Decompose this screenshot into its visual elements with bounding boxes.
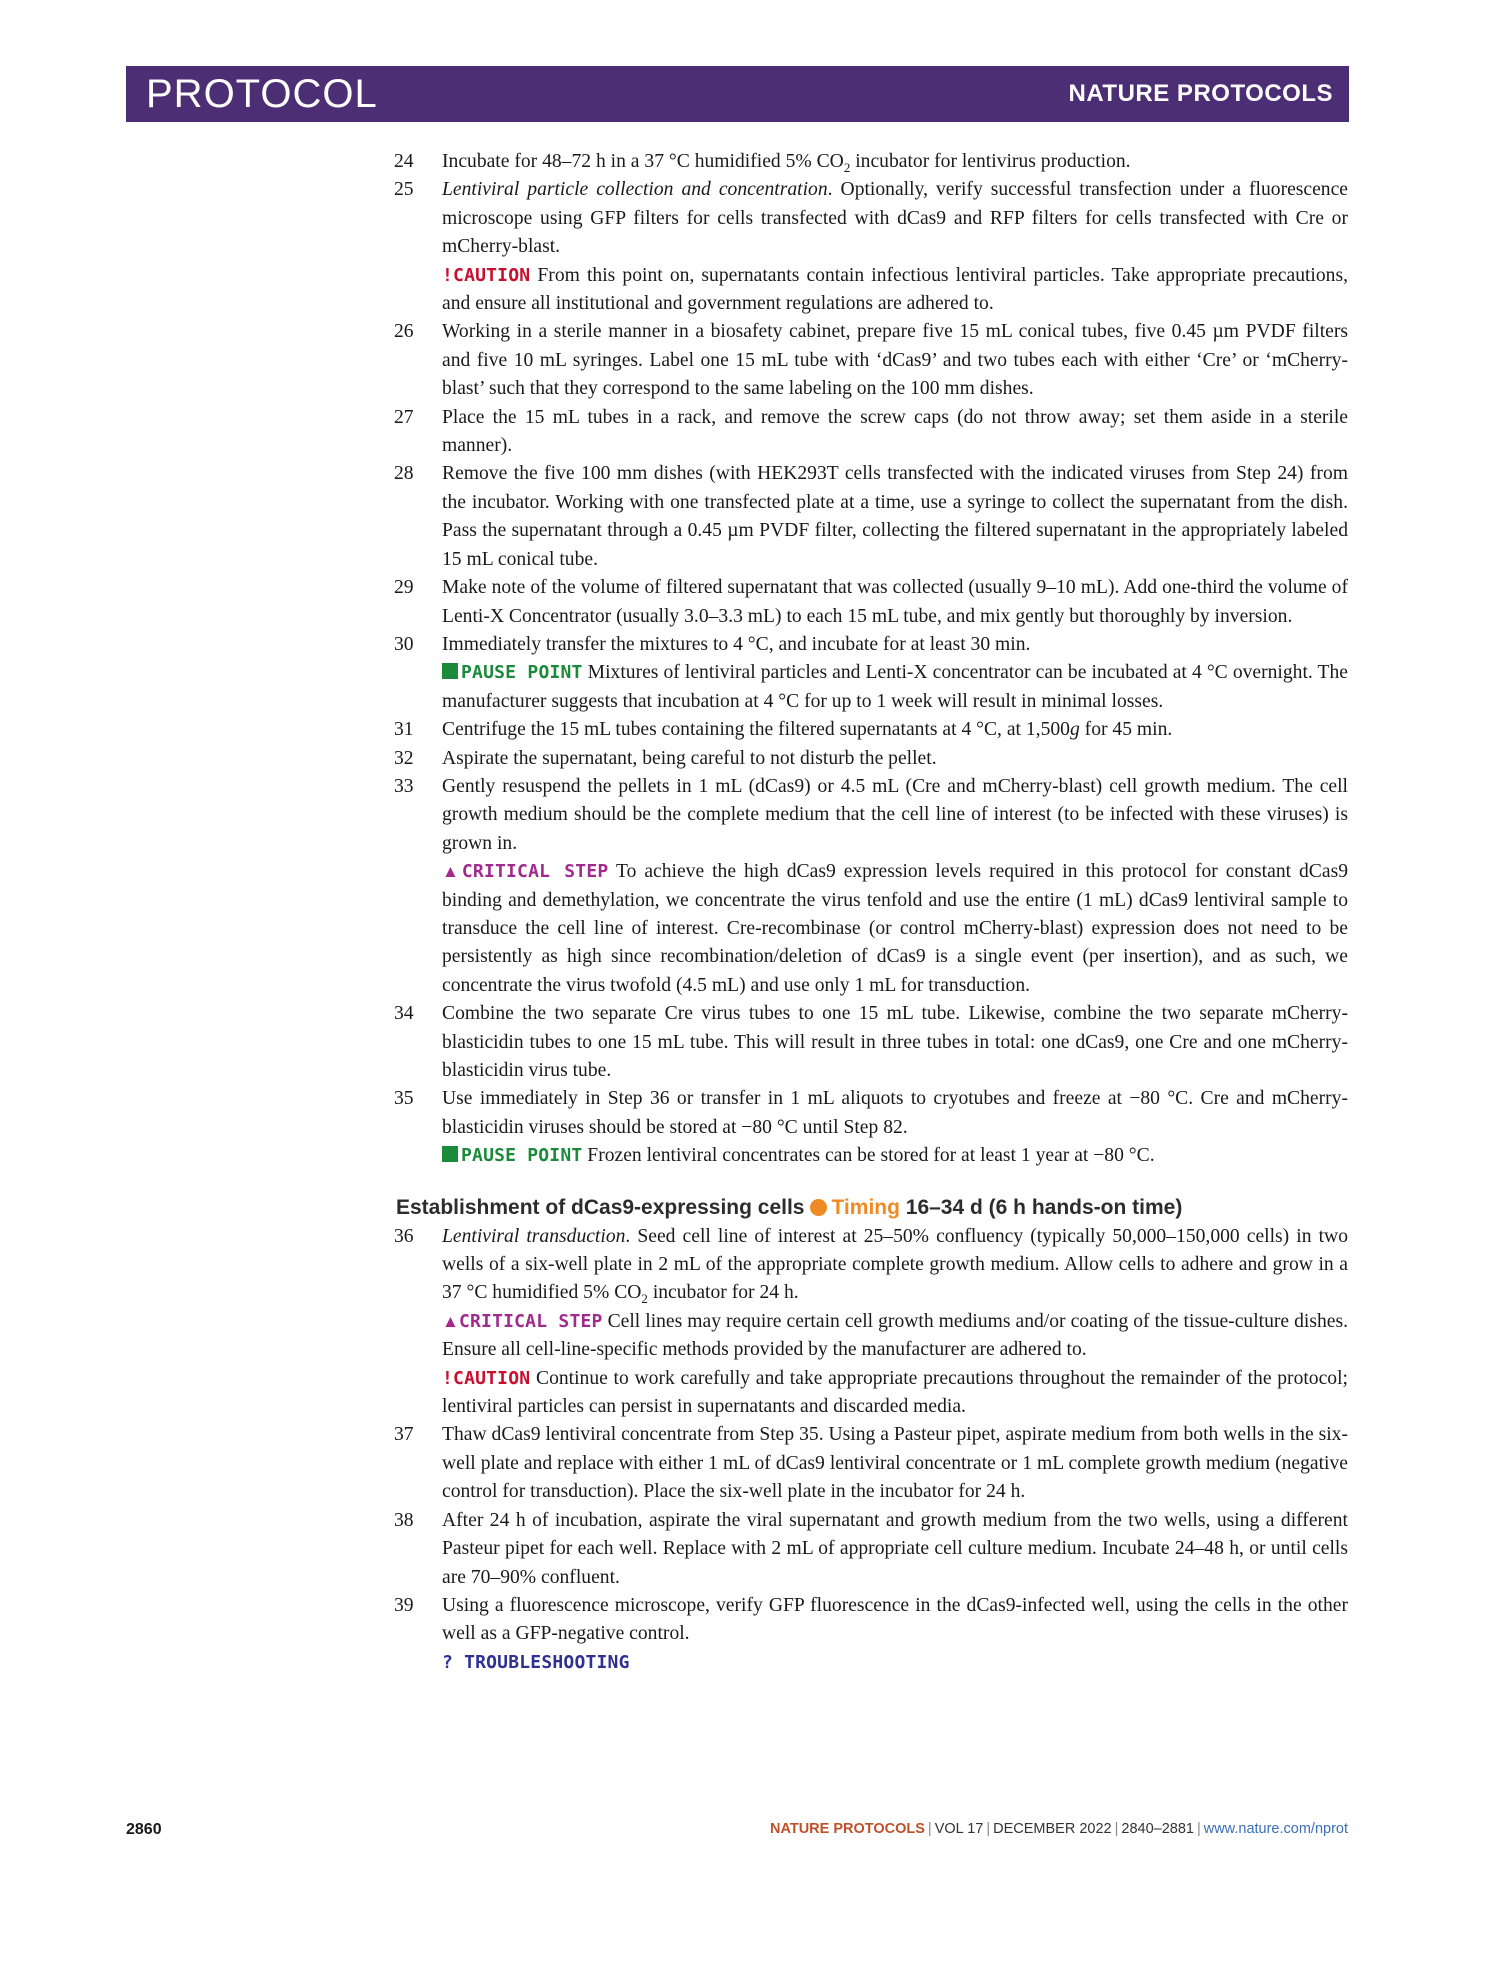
timing-label: Timing [831, 1195, 900, 1219]
step-number: 31 [394, 719, 414, 741]
header-journal-title: NATURE PROTOCOLS [1068, 80, 1333, 107]
header-bar [126, 66, 1349, 122]
footer-journal: NATURE PROTOCOLS [769, 1821, 925, 1837]
step-number: 32 [394, 747, 414, 769]
step-text: Incubate for 48–72 h in a 37 °C humidified 5% CO [442, 151, 844, 172]
step-36 [394, 1223, 1348, 1422]
pause-point-note [442, 659, 1348, 716]
subscript: 2 [641, 1291, 648, 1307]
section-title: Establishment of dCas9-expressing cells [396, 1195, 805, 1219]
step-number: 26 [394, 321, 414, 343]
troubleshooting-note [442, 1649, 1348, 1677]
footer-pages: 2840–2881 [1121, 1821, 1194, 1837]
step-number: 30 [394, 633, 414, 655]
step-number: 38 [394, 1509, 414, 1531]
step-text: Gently resuspend the pellets in 1 mL (dCas9) or 4.5 mL (Cre and mCherry-blast) cell growth medium. The cell growth medium should be the complete medium that the cell line of interest (to be infected with these viruses) is grown in. [442, 775, 1348, 854]
caution-text: From this point on, supernatants contain infectious lentiviral particles. Take appropriate precautions, and ensure all institutional and government regulations are adhered to. [442, 264, 1348, 315]
step-29 [394, 574, 1348, 631]
step-number: 35 [394, 1088, 414, 1110]
step-text: Make note of the volume of filtered supernatant that was collected (usually 9–10 mL). Add one-third the volume of Lenti-X Concentrator (usually 3.0–3.3 mL) to each 15 mL tube, and mix gently but thoroughly by inversion. [442, 577, 1348, 627]
step-number: 25 [394, 179, 414, 201]
step-31 [394, 716, 1348, 744]
critical-step-label: CRITICAL STEP [458, 1310, 603, 1332]
page-number: 2860 [126, 1821, 162, 1838]
step-text: for 45 min. [1079, 719, 1173, 741]
step-text: Remove the five 100 mm dishes (with HEK293T cells transfected with the indicated viruses from Step 24) from the incubator. Working with one transfected plate at a time, use a syringe to collect the supernatant from the dish. Pass the supernatant through a 0.45 µm PVDF filter, collecting the filtered supernatant in the appropriately labeled 15 mL conical tube. [442, 463, 1348, 570]
step-text: Centrifuge the 15 mL tubes containing the filtered supernatants at 4 °C, at 1,500 [442, 719, 1070, 741]
critical-step-text: To achieve the high dCas9 expression levels required in this protocol for constant dCas9 binding and demethylation, we concentrate the virus tenfold and use the entire (1 mL) dCas9 lentiviral sample to transduce the cell line of interest. Cre-recombinase (or control mCherry-blast) expression does not need to be persistently as high since recombination/deletion of dCas9 is a single event (per insertion), and as such, we concentrate the virus twofold (4.5 mL) and use only 1 mL for transduction. [442, 861, 1348, 996]
step-number: 39 [394, 1594, 414, 1616]
step-38 [394, 1507, 1348, 1592]
pause-square-icon [442, 1146, 458, 1162]
step-text: . Optionally, verify successful transfection under a fluorescence microscope using GFP filters for cells transfected with dCas9 and RFP filters for cells transfected with Cre or mCherry-blast. [442, 179, 1348, 258]
step-text: Use immediately in Step 36 or transfer in 1 mL aliquots to cryotubes and freeze at −80 °C. Cre and mCherry-blasticidin viruses should be stored at −80 °C until Step 82. [442, 1088, 1348, 1138]
critical-triangle-icon: ▲ [442, 1311, 459, 1331]
step-text: Working in a sterile manner in a biosafety cabinet, prepare five 15 mL conical tubes, five 0.45 µm PVDF filters and five 10 mL syringes. Label one 15 mL tube with ‘dCas9’ and two tubes each with either ‘Cre’ or ‘mCherry-blast’ such that they correspond to the same labeling on the 100 mm dishes. [442, 321, 1348, 400]
footer-separator: | [986, 1821, 991, 1837]
caution-text: Continue to work carefully and take appropriate precautions throughout the remainder of the protocol; lentiviral particles can persist in supernatants and discarded media. [442, 1367, 1348, 1418]
caution-note [442, 262, 1348, 319]
step-text: Using a fluorescence microscope, verify GFP fluorescence in the dCas9-infected well, using the cells in the other well as a GFP-negative control. [442, 1594, 1348, 1645]
footer-url-link[interactable]: www.nature.com/nprot [1203, 1821, 1348, 1837]
step-text: Thaw dCas9 lentiviral concentrate from Step 35. Using a Pasteur pipet, aspirate medium from both wells in the six-well plate and replace with either 1 mL of dCas9 lentiviral concentrate or 1 mL complete growth medium (negative control for transduction). Place the six-well plate in the incubator for 24 h. [442, 1424, 1348, 1503]
step-27 [394, 404, 1348, 461]
step-25 [394, 176, 1348, 318]
step-number: 27 [394, 406, 414, 428]
step-title: Lentiviral transduction [442, 1225, 626, 1247]
caution-label: !CAUTION [442, 264, 531, 286]
step-text: incubator for lentivirus production. [850, 151, 1131, 172]
step-number: 24 [394, 151, 414, 172]
step-title: Lentiviral particle collection and concentration [442, 179, 828, 201]
step-number: 36 [394, 1225, 414, 1247]
step-number: 33 [394, 775, 414, 797]
header-protocol-title: PROTOCOL [146, 72, 378, 116]
footer-separator: | [927, 1821, 932, 1837]
step-39 [394, 1592, 1348, 1677]
pause-point-text: Frozen lentiviral concentrates can be stored for at least 1 year at −80 °C. [582, 1145, 1155, 1167]
caution-label: !CAUTION [442, 1367, 531, 1389]
subscript: 2 [843, 159, 851, 175]
step-number: 29 [394, 577, 414, 599]
step-number: 34 [394, 1003, 414, 1025]
step-text: Combine the two separate Cre virus tubes to one 15 mL tube. Likewise, combine the two separate mCherry-blasticidin tubes to one 15 mL tube. This will result in three tubes in total: one dCas9, one Cre and one mCherry-blasticidin virus tube. [442, 1003, 1348, 1081]
step-32 [394, 745, 1348, 773]
step-text: Place the 15 mL tubes in a rack, and remove the screw caps (do not throw away; set them aside in a sterile manner). [442, 406, 1348, 457]
step-number: 28 [394, 463, 414, 485]
step-text: . Seed cell line of interest at 25–50% confluency (typically 50,000–150,000 cells) in two wells of a six-well plate in 2 mL of the appropriate complete growth medium. Allow cells to adhere and grow in a 37 °C humidified 5% CO [442, 1225, 1348, 1304]
step-text: Immediately transfer the mixtures to 4 °C, and incubate for at least 30 min. [442, 633, 1031, 655]
footer-volume: VOL 17 [934, 1821, 984, 1837]
step-33 [394, 773, 1348, 1000]
critical-step-note [442, 1308, 1348, 1365]
pause-point-note [442, 1142, 1348, 1170]
critical-triangle-icon: ▲ [442, 862, 462, 882]
section-heading [396, 1193, 1348, 1223]
step-34 [394, 1000, 1348, 1085]
step-37 [394, 1421, 1348, 1506]
step-text: After 24 h of incubation, aspirate the viral supernatant and growth medium from the two wells, using a different Pasteur pipet for each well. Replace with 2 mL of appropriate cell culture medium. Incubate 24–48 h, or until cells are 70–90% confluent. [442, 1509, 1348, 1588]
footer-citation [770, 1821, 1348, 1837]
step-35 [394, 1085, 1348, 1170]
pause-point-text: Mixtures of lentiviral particles and Lenti-X concentrator can be incubated at 4 °C overnight. The manufacturer suggests that incubation at 4 °C for up to 1 week will result in minimal losses. [442, 662, 1348, 712]
critical-step-note [442, 858, 1348, 1000]
protocol-body [394, 148, 1348, 1677]
pause-square-icon [442, 663, 458, 679]
step-26 [394, 318, 1348, 403]
step-30 [394, 631, 1348, 716]
footer-date: DECEMBER 2022 [993, 1821, 1112, 1837]
footer-separator: | [1196, 1821, 1201, 1837]
step-italic-unit: g [1069, 719, 1080, 741]
critical-step-text: Cell lines may require certain cell growth mediums and/or coating of the tissue-culture dishes. Ensure all cell-line-specific methods provided by the manufacturer are adhered to. [442, 1310, 1349, 1361]
pause-point-label: PAUSE POINT [461, 1145, 583, 1167]
timing-dot-icon [810, 1199, 827, 1216]
step-28 [394, 460, 1348, 574]
step-24 [394, 148, 1348, 176]
timing-value: 16–34 d (6 h hands-on time) [899, 1195, 1183, 1219]
step-text: Aspirate the supernatant, being careful to not disturb the pellet. [442, 747, 937, 769]
troubleshooting-link[interactable]: ? TROUBLESHOOTING [442, 1651, 630, 1673]
step-number: 37 [394, 1424, 414, 1446]
caution-note [442, 1365, 1348, 1422]
pause-point-label: PAUSE POINT [461, 662, 583, 684]
footer-separator: | [1114, 1821, 1119, 1837]
critical-step-label: CRITICAL STEP [461, 861, 609, 883]
step-text: incubator for 24 h. [647, 1282, 799, 1304]
